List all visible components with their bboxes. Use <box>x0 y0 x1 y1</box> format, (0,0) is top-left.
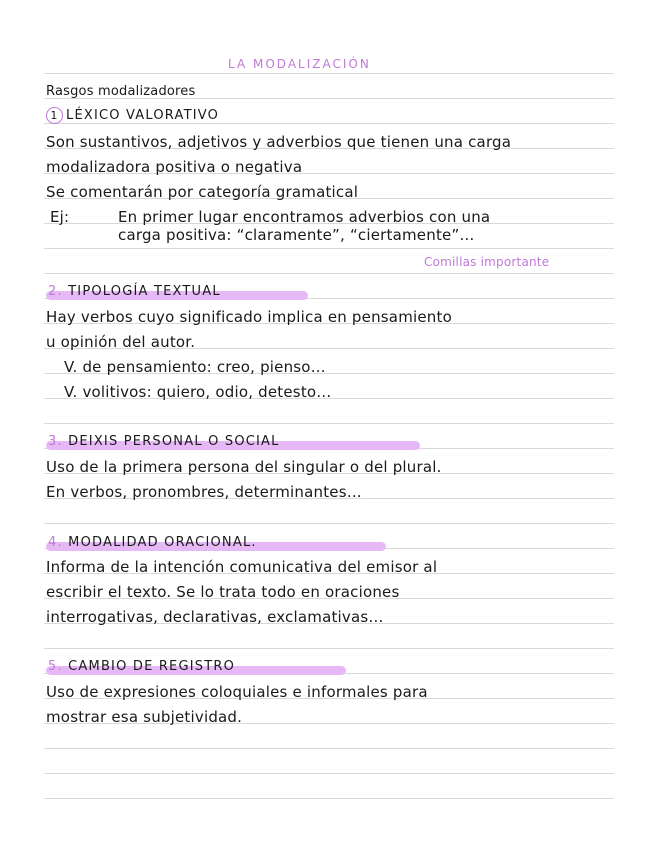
section-1-title: LÉXICO VALORATIVO <box>66 108 220 123</box>
section-5-title: CAMBIO DE REGISTRO <box>68 659 236 674</box>
section-4-line: escribir el texto. Se lo trata todo en oraciones <box>46 583 400 601</box>
section-4-line: interrogativas, declarativas, exclamativas… <box>46 608 384 626</box>
example-line: En primer lugar encontramos adverbios con una <box>118 208 491 226</box>
section-2-title: TIPOLOGÍA TEXTUAL <box>68 284 221 299</box>
section-1-line: Son sustantivos, adjetivos y adverbios que tienen una carga <box>46 133 512 151</box>
section-3-line: En verbos, pronombres, determinantes… <box>46 483 362 501</box>
section-2-heading <box>48 283 221 301</box>
section-5-number: 5. <box>48 659 63 674</box>
section-3-heading <box>48 433 280 451</box>
margin-note: Comillas importante <box>424 255 550 269</box>
page-title: LA MODALIZACIÓN <box>228 57 371 71</box>
section-2-line: Hay verbos cuyo significado implica en pensamiento <box>46 308 452 326</box>
section-3-number: 3. <box>48 434 63 449</box>
section-1-line: Se comentarán por categoría gramatical <box>46 183 359 201</box>
section-5-heading <box>48 658 235 676</box>
section-5-line: Uso de expresiones coloquiales e informales para <box>46 683 428 701</box>
section-2-line: u opinión del autor. <box>46 333 196 351</box>
section-4-number: 4. <box>48 535 63 550</box>
section-1-heading <box>46 107 219 125</box>
example-label: Ej: <box>50 208 70 226</box>
section-2-line: V. volitivos: quiero, odio, detesto… <box>64 383 332 401</box>
section-2-line: V. de pensamiento: creo, pienso… <box>64 358 326 376</box>
section-1-number: 1 <box>46 107 63 124</box>
section-3-line: Uso de la primera persona del singular o del plural. <box>46 458 442 476</box>
section-1-line: modalizadora positiva o negativa <box>46 158 303 176</box>
section-5-line: mostrar esa subjetividad. <box>46 708 243 726</box>
example-line: carga positiva: “claramente”, “ciertamente”… <box>118 226 475 244</box>
section-3-title: DEIXIS PERSONAL O SOCIAL <box>68 434 280 449</box>
section-4-title: MODALIDAD ORACIONAL. <box>68 535 257 550</box>
section-4-heading <box>48 534 257 552</box>
section-2-number: 2. <box>48 284 63 299</box>
section-4-line: Informa de la intención comunicativa del emisor al <box>46 558 438 576</box>
page-subtitle: Rasgos modalizadores <box>46 84 196 99</box>
